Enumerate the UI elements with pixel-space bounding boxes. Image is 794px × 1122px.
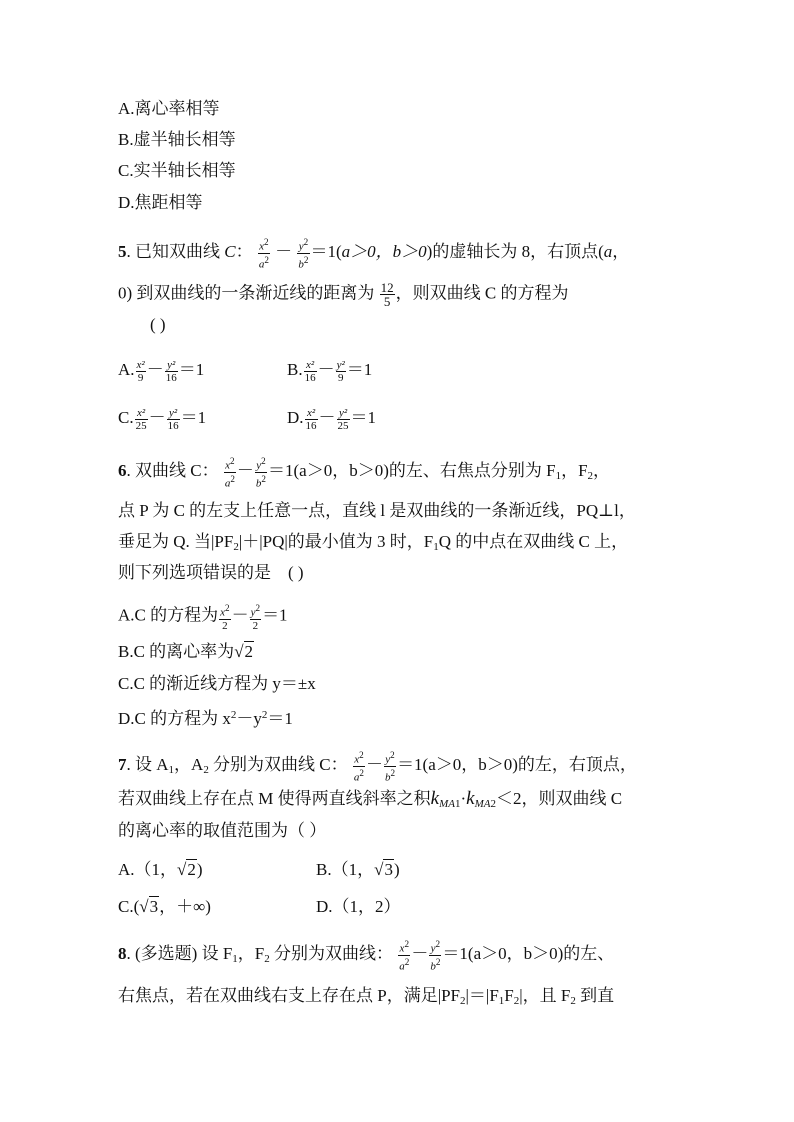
fraction-12-5: $\frac{12}{5}$: [380, 280, 394, 309]
answer-paren: ( ): [288, 563, 304, 582]
q5-stem-line2: 0) 到双曲线的一条渐近线的距离为 $\frac{12}{5}$ ，则双曲线 C 的方程为: [118, 280, 569, 309]
q7-option-c: C.(√3，＋∞): [118, 897, 211, 916]
q7-stem-line3: 的离心率的取值范围为（ ）: [118, 821, 327, 840]
q6-option-d: D.C 的方程为 $x^2-y^2=1$: [118, 709, 293, 728]
q7-option-d: D.（1，2）: [316, 897, 401, 916]
question-number: 7: [118, 755, 127, 775]
q6-stem-line1: 6. 双曲线 C： $\frac{x^2}{a^2}$ － $\frac{y^2}{b^2}$ ＝1(a＞0，b＞0)的左、右焦点分别为 $F_1$，$F_2$，: [118, 456, 611, 490]
question-number: 6: [118, 461, 127, 481]
q6-option-a: A.C 的方程为 $\frac{x^2}{2}$ － $\frac{y^2}{2}$ ＝1: [118, 603, 288, 632]
q4-option-c: C.实半轴长相等: [118, 161, 236, 180]
q7-option-b: B.（1，√3): [316, 860, 400, 879]
q5-stem-line1: 5. 已知双曲线 C： $\frac{x^2}{a^2}$ － $\frac{y^2}{b^2}$ ＝1(a＞0，b＞0)的虚轴长为 8，右顶点(a，: [118, 237, 630, 271]
q6-stem-line2: 点 P 为 C 的左支上任意一点，直线 l 是双曲线的一条渐近线，PQ⊥l，: [118, 501, 636, 520]
q5-option-c: C. $\frac{\text{x²}}{25}$ － $\frac{\text{y²}}{16}$ ＝1: [118, 406, 207, 432]
fraction-x2-a2: $\frac{x^2}{a^2}$: [258, 237, 269, 271]
q6-stem-line3: 垂足为 Q. 当$|PF_2|+|PQ|$的最小值为 3 时，$F_1Q$ 的中点在双曲线 C 上，: [118, 532, 629, 553]
question-number: 5: [118, 242, 127, 262]
q4-option-a: A.离心率相等: [118, 99, 220, 118]
q5-option-d: D. $\frac{\text{x²}}{16}$ － $\frac{\text{y²}}{25}$ ＝1: [287, 406, 377, 432]
question-number: 8: [118, 944, 127, 964]
q5-option-b: B. $\frac{\text{x²}}{16}$ － $\frac{\text{y²}}{9}$ ＝1: [287, 358, 373, 384]
q7-option-a: A.（1，√2): [118, 860, 203, 879]
q8-stem-line1: 8. (多选题) 设 $F_1$，$F_2$ 分别为双曲线： $\frac{x^2}{a^2}$ － $\frac{y^2}{b^2}$ ＝1(a＞0，b＞0)的左、: [118, 939, 615, 973]
answer-paren: ( ): [150, 315, 166, 334]
q6-option-c: C.C 的渐近线方程为 y＝±x: [118, 674, 316, 693]
q7-stem-line1: 7. 设 $A_1$，$A_2$ 分别为双曲线 C： $\frac{x^2}{a^2}$ － $\frac{y^2}{b^2}$ ＝1(a＞0，b＞0)的左，右顶点，: [118, 750, 637, 784]
q6-option-b: B.C 的离心率为√2: [118, 642, 254, 661]
q4-option-b: B.虚半轴长相等: [118, 130, 236, 149]
q5-option-a: A. $\frac{\text{x²}}{9}$ － $\frac{\text{y²}}{16}$ ＝1: [118, 358, 205, 384]
q7-stem-line2: 若双曲线上存在点 M 使得两直线斜率之积$k_{MA1}\cdot k_{MA2}<2$，则双曲线 C: [118, 788, 623, 810]
q6-stem-line4: 则下列选项错误的是 ( ): [118, 563, 304, 582]
q8-stem-line2: 右焦点，若在双曲线右支上存在点 P，满足$|PF_2|=|F_1F_2|$，且 $F_2$ 到直: [118, 986, 615, 1007]
fraction-y2-b2: $\frac{y^2}{b^2}$: [298, 237, 309, 271]
q4-option-d: D.焦距相等: [118, 193, 203, 212]
